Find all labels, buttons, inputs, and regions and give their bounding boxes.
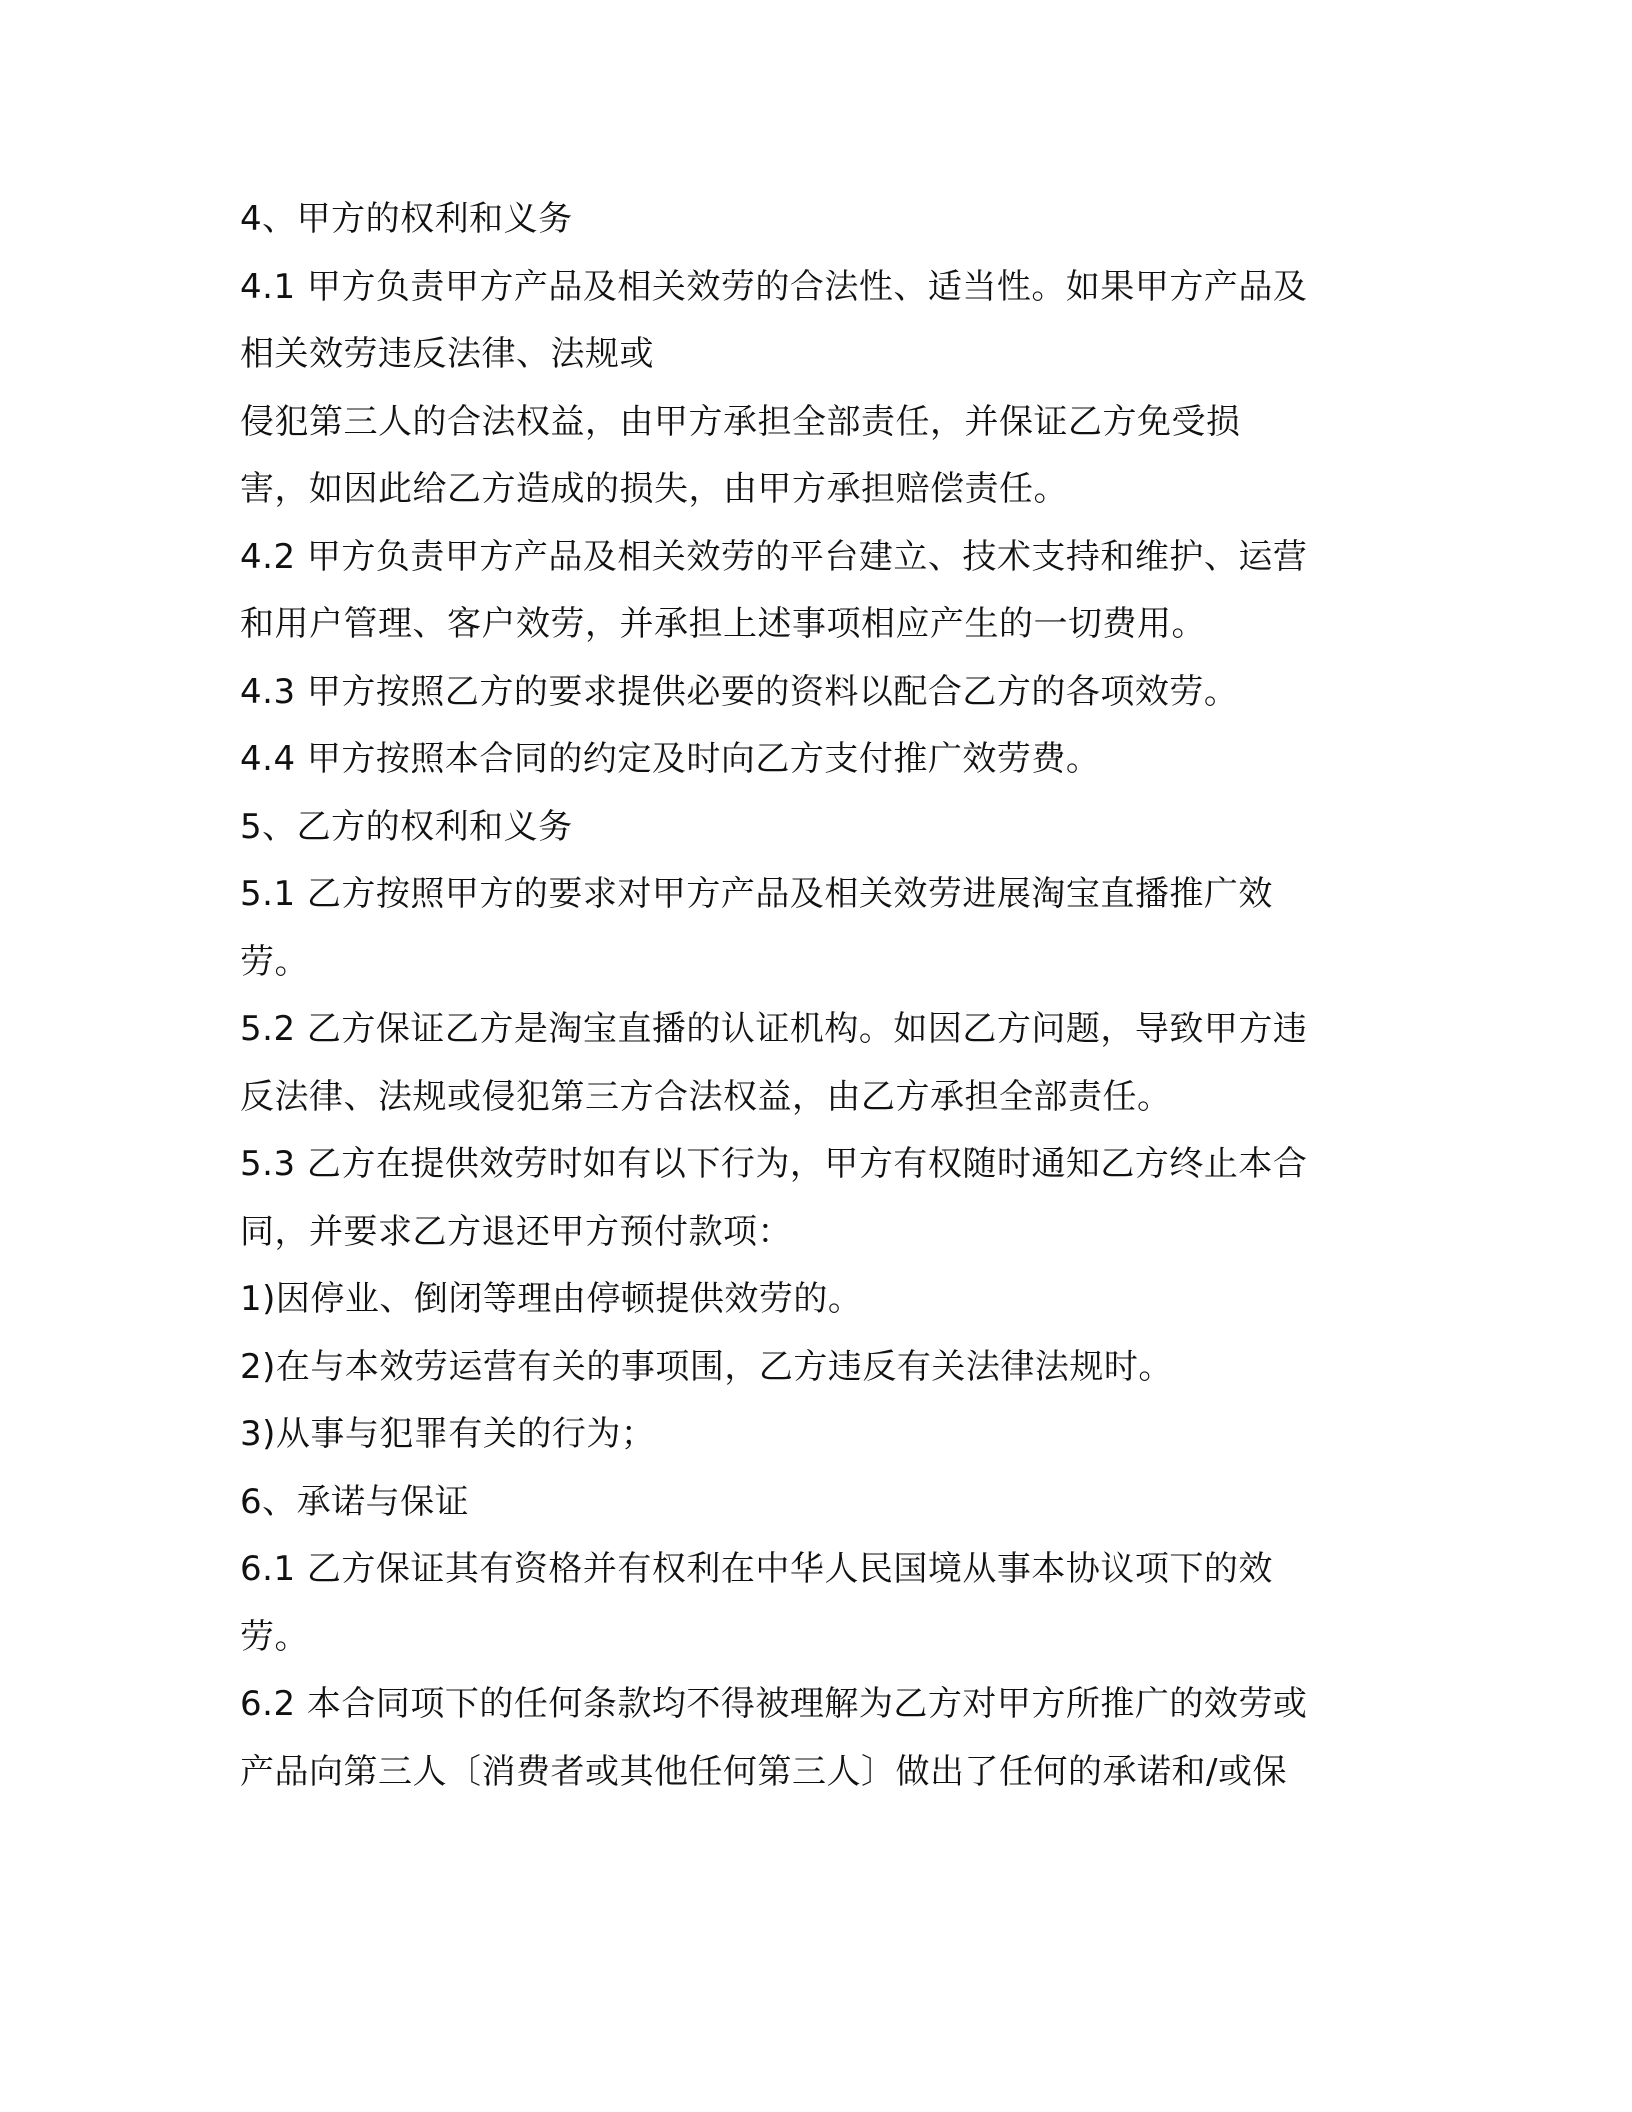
clause-4-4: 4.4 甲方按照本合同的约定及时向乙方支付推广效劳费。 (240, 739, 1101, 779)
clause-5-3-line-2: 同，并要求乙方退还甲方预付款项： (240, 1211, 792, 1252)
clause-4-1-line-3: 侵犯第三人的合法权益，由甲方承担全部责任，并保证乙方免受损 (240, 401, 1241, 442)
clause-4-2-line-1: 4.2 甲方负责甲方产品及相关效劳的平台建立、技术支持和维护、运营 (240, 536, 1308, 577)
clause-5-1-line-2: 劳。 (240, 941, 309, 982)
clause-6-2-line-1: 6.2 本合同项下的任何条款均不得被理解为乙方对甲方所推广的效劳或 (240, 1684, 1308, 1724)
list-item-1: 1)因停业、倒闭等理由停顿提供效劳的。 (240, 1279, 863, 1319)
contract-text (240, 186, 1400, 1806)
clause-5-1-line-1: 5.1 乙方按照甲方的要求对甲方产品及相关效劳进展淘宝直播推广效 (240, 874, 1273, 914)
section-heading-4: 4、甲方的权利和义务 (240, 199, 573, 239)
clause-4-1-line-4: 害，如因此给乙方造成的损失，由甲方承担赔偿责任。 (240, 469, 1068, 509)
clause-4-2-line-2: 和用户管理、客户效劳，并承担上述事项相应产生的一切费用。 (240, 604, 1206, 644)
section-heading-5: 5、乙方的权利和义务 (240, 806, 573, 847)
clause-6-1-line-1: 6.1 乙方保证其有资格并有权利在中华人民国境从事本协议项下的效 (240, 1549, 1273, 1589)
clause-5-3-line-1: 5.3 乙方在提供效劳时如有以下行为，甲方有权随时通知乙方终止本合 (240, 1144, 1308, 1184)
clause-6-2-line-2: 产品向第三人〔消费者或其他任何第三人〕做出了任何的承诺和/或保 (240, 1751, 1287, 1792)
clause-5-2-line-2: 反法律、法规或侵犯第三方合法权益，由乙方承担全部责任。 (240, 1076, 1172, 1117)
list-item-3: 3)从事与犯罪有关的行为； (240, 1414, 656, 1454)
clause-6-1-line-2: 劳。 (240, 1616, 309, 1657)
clause-4-3: 4.3 甲方按照乙方的要求提供必要的资料以配合乙方的各项效劳。 (240, 671, 1239, 712)
clause-5-2-line-1: 5.2 乙方保证乙方是淘宝直播的认证机构。如因乙方问题，导致甲方违 (240, 1009, 1308, 1049)
clause-4-1-line-1: 4.1 甲方负责甲方产品及相关效劳的合法性、适当性。如果甲方产品及 (240, 266, 1308, 307)
section-heading-6: 6、承诺与保证 (240, 1481, 470, 1522)
clause-4-1-line-2: 相关效劳违反法律、法规或 (240, 334, 654, 374)
list-item-2: 2)在与本效劳运营有关的事项围，乙方违反有关法律法规时。 (240, 1346, 1173, 1387)
